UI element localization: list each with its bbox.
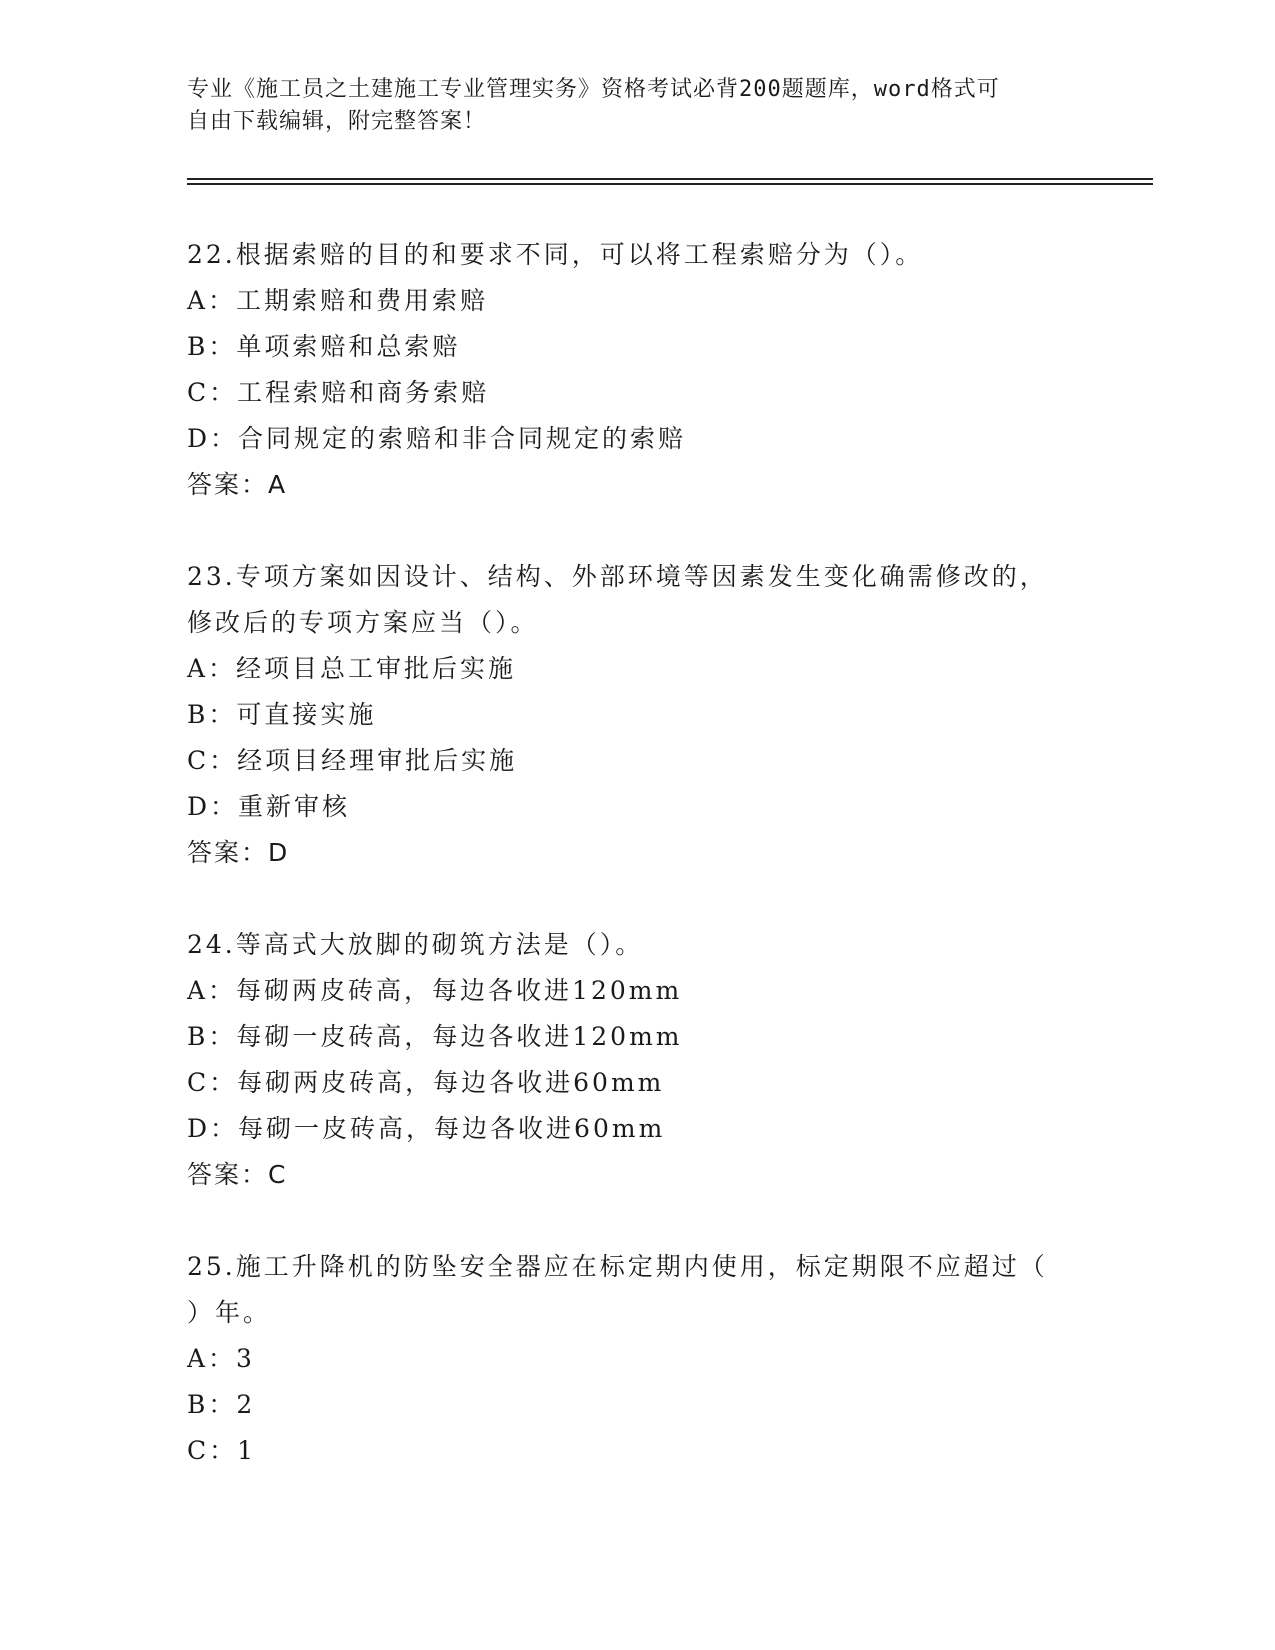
- answer-option: B：可直接实施: [187, 700, 377, 729]
- question-list: [187, 232, 1087, 1520]
- header-line-2: 自由下载编辑，附完整答案！: [187, 109, 487, 134]
- question-text: 修改后的专项方案应当（）。: [187, 608, 539, 637]
- answer-option: C：1: [187, 1436, 257, 1465]
- answer-option: A：工期索赔和费用索赔: [187, 286, 489, 315]
- answer-option: B：单项索赔和总索赔: [187, 332, 461, 361]
- answer-option: A：3: [187, 1344, 255, 1373]
- answer-key: 答案：D: [187, 838, 290, 867]
- header-divider-top: [187, 178, 1153, 180]
- question-text: 25.施工升降机的防坠安全器应在标定期内使用，标定期限不应超过（: [187, 1252, 1048, 1281]
- question-text: ）年。: [187, 1298, 272, 1327]
- question-block: [187, 232, 1087, 508]
- answer-option: B：每砌一皮砖高，每边各收进120mm: [187, 1022, 683, 1051]
- header-line-1: 专业《施工员之土建施工专业管理实务》资格考试必背200题题库，word格式可: [187, 77, 1000, 102]
- question-text: 23.专项方案如因设计、结构、外部环境等因素发生变化确需修改的，: [187, 562, 1048, 591]
- answer-option: C：工程索赔和商务索赔: [187, 378, 490, 407]
- answer-option: D：每砌一皮砖高，每边各收进60mm: [187, 1114, 666, 1143]
- question-block: [187, 922, 1087, 1198]
- document-header: [187, 74, 1087, 138]
- answer-key: 答案：C: [187, 1160, 288, 1189]
- answer-option: B：2: [187, 1390, 256, 1419]
- answer-option: D：合同规定的索赔和非合同规定的索赔: [187, 424, 687, 453]
- answer-option: A：每砌两皮砖高，每边各收进120mm: [187, 976, 683, 1005]
- answer-option: C：每砌两皮砖高，每边各收进60mm: [187, 1068, 665, 1097]
- answer-option: A：经项目总工审批后实施: [187, 654, 517, 683]
- header-divider-bottom: [187, 183, 1153, 185]
- question-text: 22.根据索赔的目的和要求不同，可以将工程索赔分为（）。: [187, 240, 924, 269]
- question-block: [187, 1244, 1087, 1474]
- answer-option: C：经项目经理审批后实施: [187, 746, 518, 775]
- answer-option: D：重新审核: [187, 792, 351, 821]
- answer-key: 答案：A: [187, 470, 288, 499]
- question-text: 24.等高式大放脚的砌筑方法是（）。: [187, 930, 644, 959]
- question-block: [187, 554, 1087, 876]
